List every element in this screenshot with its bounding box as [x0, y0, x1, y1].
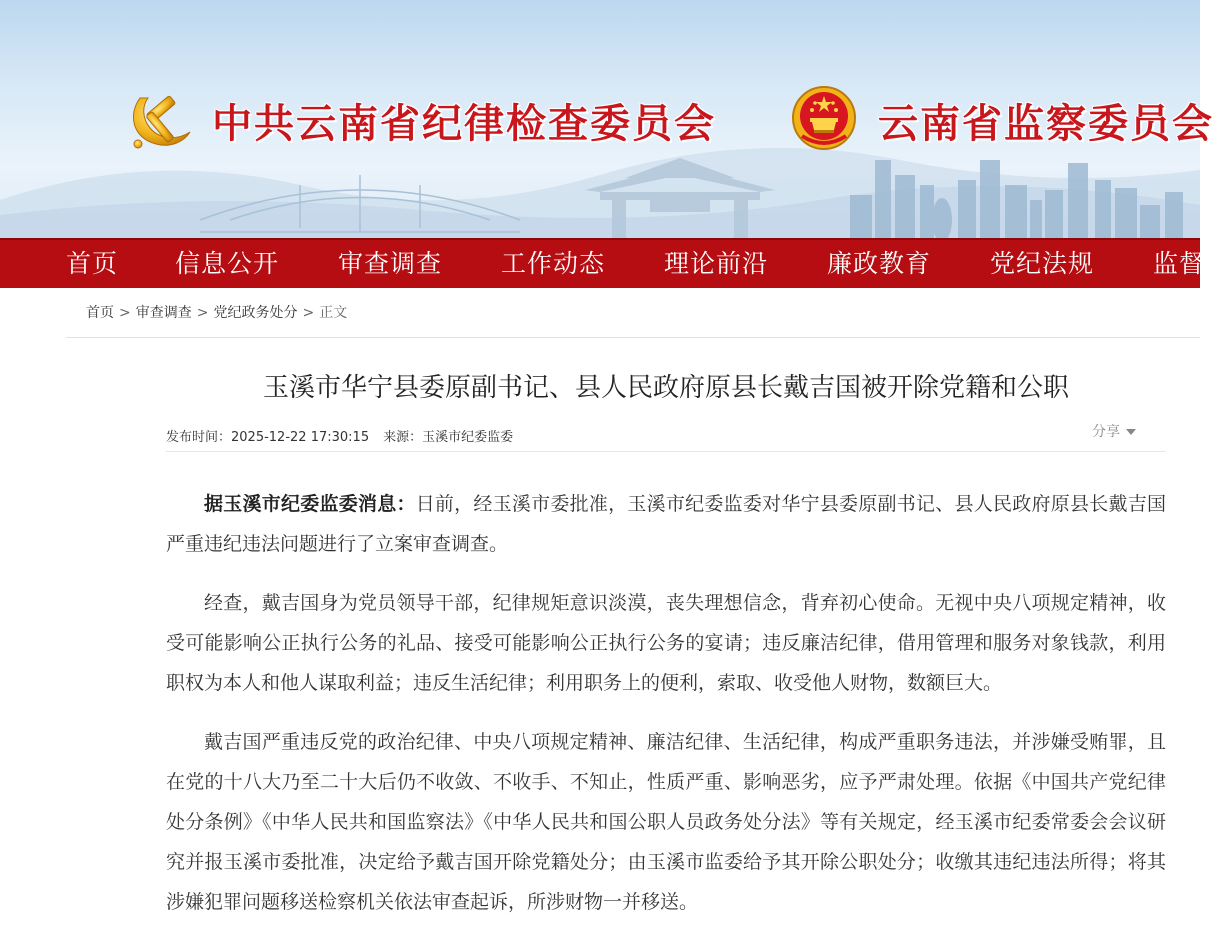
- article-body: [166, 484, 1166, 941]
- site-banner: [0, 0, 1214, 238]
- article-paragraph: [166, 722, 1166, 922]
- paragraph-text: 经查，戴吉国身为党员领导干部，纪律规矩意识淡漠，丧失理想信念，背弃初心使命。无视中央八项规定精神，收受可能影响公正执行公务的礼品、接受可能影响公正执行公务的宴请；违反廉洁纪律，借用管理和服务对象钱款，利用职权为本人和他人谋取利益；违反生活纪律；利用职务上的便利，索取、收受他人财物，数额巨大。: [166, 592, 1166, 694]
- breadcrumb: [86, 302, 347, 322]
- nav-item-home[interactable]: 首页: [66, 249, 119, 278]
- site-title-discipline-commission: 中共云南省纪律检查委员会: [212, 100, 716, 147]
- nav-item-work-news[interactable]: 工作动态: [501, 249, 606, 278]
- breadcrumb-separator: >: [196, 305, 209, 321]
- breadcrumb-separator: >: [119, 305, 131, 321]
- site-title-supervisory-commission: 云南省监察委员会: [878, 100, 1214, 147]
- published-time: 2025-12-22 17:30:15: [231, 430, 370, 445]
- share-label: 分享: [1092, 424, 1120, 440]
- breadcrumb-separator: >: [302, 305, 315, 321]
- breadcrumb-divider: [66, 337, 1200, 338]
- published-label: 发布时间：: [166, 430, 232, 445]
- breadcrumb-disciplinary-sanctions[interactable]: 党纪政务处分: [213, 305, 298, 321]
- paragraph-text: 戴吉国严重违反党的政治纪律、中央八项规定精神、廉洁纪律、生活纪律，构成严重职务违法，并涉嫌受贿罪，且在党的十八大乃至二十大后仍不收敛、不收手、不知止，性质严重、影响恶劣，应予严肃处理。依据《中国共产党纪律处分条例》《中华人民共和国监察法》《中华人民共和国公职人员政务处分法》等有关规定，经玉溪市纪委常委会会议研究并报玉溪市委批准，决定给予戴吉国开除党籍处分；由玉溪市监委给予其开除公职处分；收缴其违纪违法所得；将其涉嫌犯罪问题移送检察机关依法审查起诉，所涉财物一并移送。: [166, 731, 1166, 913]
- article-paragraph: [166, 583, 1166, 703]
- paragraph-text: 日前，经玉溪市委批准，玉溪市纪委监委对华宁县委原副书记、县人民政府原县长戴吉国严重违纪违法问题进行了立案审查调查。: [166, 493, 1166, 555]
- nav-item-review-investigation[interactable]: 审查调查: [338, 249, 443, 278]
- breadcrumb-home[interactable]: 首页: [86, 305, 114, 321]
- party-emblem-icon: [126, 84, 194, 152]
- share-button[interactable]: [1092, 421, 1136, 441]
- nav-item-supervision[interactable]: 监督: [1153, 249, 1206, 278]
- nav-item-party-regulations[interactable]: 党纪法规: [990, 249, 1095, 278]
- breadcrumb-review-investigation[interactable]: 审查调查: [135, 305, 192, 321]
- caret-down-icon: [1126, 429, 1136, 435]
- nav-item-integrity-education[interactable]: 廉政教育: [827, 249, 932, 278]
- national-emblem-icon: [790, 84, 858, 152]
- main-nav: [0, 238, 1206, 288]
- article-source: 玉溪市纪委监委: [422, 430, 514, 445]
- article-paragraph: [166, 484, 1166, 564]
- article-meta: [166, 426, 513, 445]
- nav-item-theory-frontier[interactable]: 理论前沿: [664, 249, 769, 278]
- source-label: 来源：: [383, 430, 423, 445]
- article-title: 玉溪市华宁县委原副书记、县人民政府原县长戴吉国被开除党籍和公职: [262, 373, 1069, 403]
- breadcrumb-current: 正文: [319, 305, 348, 321]
- meta-divider: [166, 451, 1166, 452]
- paragraph-lead: 据玉溪市纪委监委消息：: [204, 493, 416, 515]
- nav-item-info-disclosure[interactable]: 信息公开: [175, 249, 280, 278]
